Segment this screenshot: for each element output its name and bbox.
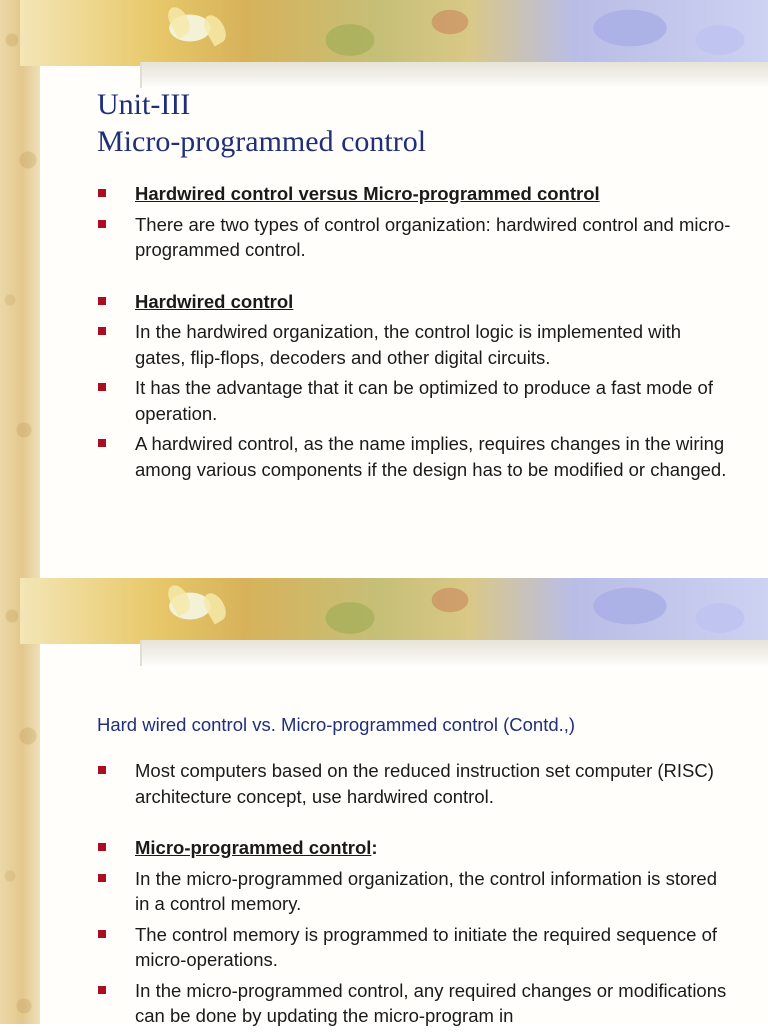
bullet-item (96, 375, 736, 426)
leaf-decoration (200, 590, 231, 625)
leaf-decoration (164, 4, 195, 39)
bullet-item (96, 758, 736, 809)
bullet-item (96, 922, 736, 973)
bullet-list (96, 758, 736, 1034)
square-bullet-icon (98, 874, 106, 882)
bullet-text: In the micro-programmed control, any required changes or modifications can be done by updating the micro-program in (135, 979, 727, 1026)
parchment-margin (0, 0, 40, 576)
bullet-heading: Hardwired control (135, 290, 294, 312)
bullet-text: In the hardwired organization, the control logic is implemented with gates, flip-flops, decoders and other digital circuits. (135, 321, 682, 368)
square-bullet-icon (98, 297, 106, 305)
bullet-item (96, 431, 736, 482)
bullet-list (96, 181, 736, 487)
bullet-text: Most computers based on the reduced instruction set computer (RISC) architecture concept, use hardwired control. (135, 760, 714, 807)
leaf-decoration (164, 582, 195, 617)
square-bullet-icon (98, 327, 106, 335)
bullet-item (96, 835, 736, 861)
bullet-heading-suffix: : (371, 837, 378, 858)
bullet-text: It has the advantage that it can be optimized to produce a fast mode of operation. (135, 377, 713, 424)
bullet-text: A hardwired control, as the name implies, requires changes in the wiring among various components if the design has to be modified or changed. (135, 433, 727, 480)
square-bullet-icon (98, 189, 106, 197)
square-bullet-icon (98, 843, 106, 851)
square-bullet-icon (98, 930, 106, 938)
bullet-heading: Hardwired control versus Micro-programmed control (135, 183, 600, 204)
square-bullet-icon (98, 439, 106, 447)
bullet-text: In the micro-programmed organization, the control information is stored in a control memory. (135, 867, 717, 914)
bullet-heading: Micro-programmed control (135, 837, 372, 858)
square-bullet-icon (98, 383, 106, 391)
slide-subtitle: Hard wired control vs. Micro-programmed control (Contd.,) (97, 714, 576, 735)
bullet-text: The control memory is programmed to initiate the required sequence of micro-operations. (135, 923, 718, 970)
square-bullet-icon (98, 220, 106, 228)
square-bullet-icon (98, 986, 106, 994)
bullet-item (96, 319, 736, 370)
title-line-1: Unit-III (97, 88, 191, 121)
bullet-item (96, 212, 736, 263)
banner-shadow (140, 640, 768, 666)
banner-shadow (140, 62, 768, 88)
bullet-item (96, 181, 736, 207)
slide-title (97, 86, 426, 160)
leaf-decoration (200, 12, 231, 47)
square-bullet-icon (98, 766, 106, 774)
title-line-2: Micro-programmed control (97, 125, 427, 158)
bullet-item (96, 978, 736, 1029)
floral-banner (20, 578, 768, 644)
floral-banner (20, 0, 768, 66)
bullet-text: There are two types of control organization: hardwired control and micro-programmed control. (135, 213, 731, 260)
bullet-item (96, 866, 736, 917)
bullet-item (96, 289, 736, 315)
